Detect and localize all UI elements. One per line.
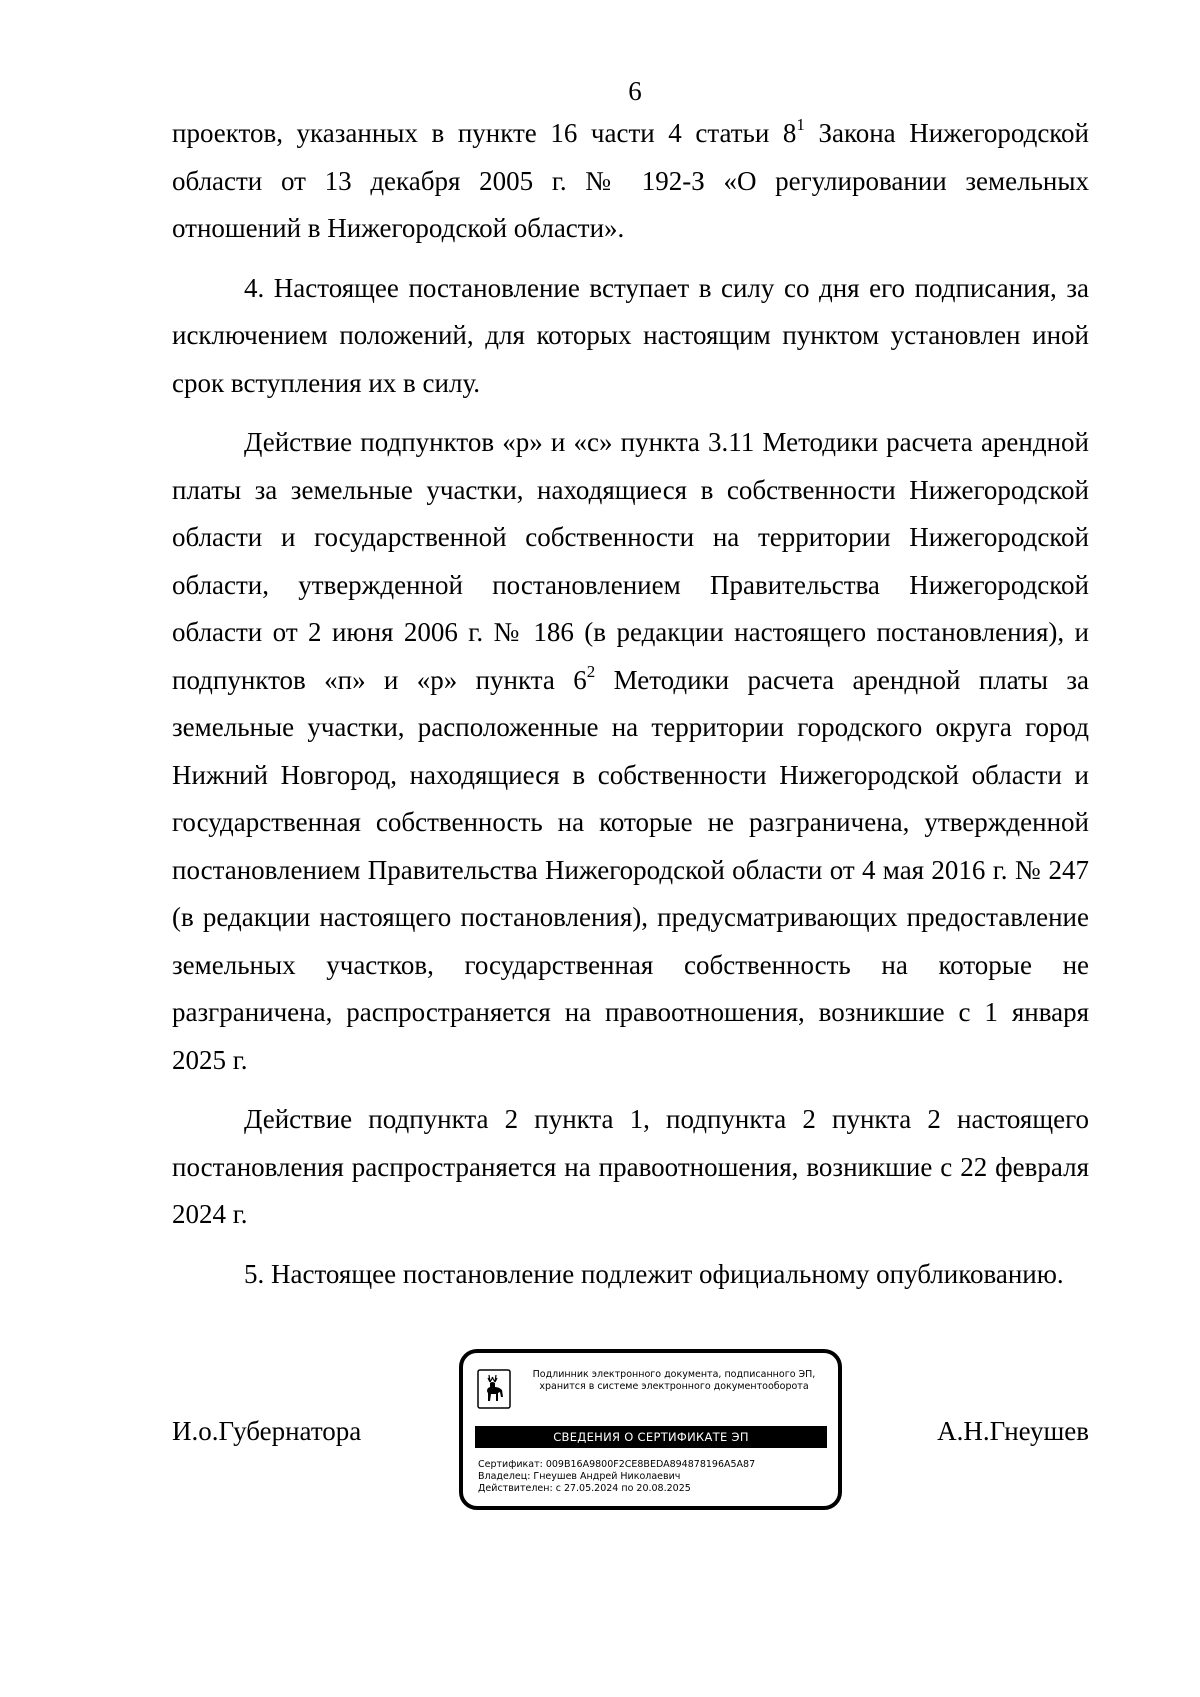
page-number: 6 xyxy=(628,76,642,106)
paragraph-3-text-a: Действие подпунктов «р» и «с» пункта 3.11 Методики расчета арендной платы за земельные участки, находящиеся в собственности Нижегородской области и государственной собственности на территории Нижегородской области, утвержденной постановлением Правительства Нижегородской области от 2 июня 2006 г. № 186 (в редакции настоящего постановления), и подпунктов «п» и «р» пункта 6 xyxy=(172,427,1089,695)
paragraph-3-text-b: Методики расчета арендной платы за земельные участки, расположенные на территории городского округа город Нижний Новгород, находящиеся в собственности Нижегородской области и государственная собственность на которые не разграничена, утвержденной постановлением Правительства Нижегородской области от 4 мая 2016 г. № 247 (в редакции настоящего постановления), предусматривающих предоставление земельных участков, государственная собственность на которые не разграничена, распространяется на правоотношения, возникшие с 1 января 2025 г. xyxy=(172,664,1089,1075)
paragraph-1-text-a: проектов, указанных в пункте 16 части 4 статьи 8 xyxy=(172,118,797,148)
stamp-header-line-2: хранится в системе электронного документооборота xyxy=(539,1381,809,1392)
paragraph-4: Действие подпункта 2 пункта 1, подпункта 2 пункта 2 настоящего постановления распространяется на правоотношения, возникшие с 22 февраля 2024 г. xyxy=(172,1104,1089,1229)
paragraph-3 xyxy=(172,419,1089,1084)
stamp-certificate-bar: СВЕДЕНИЯ О СЕРТИФИКАТЕ ЭП xyxy=(475,1426,827,1448)
paragraph-5: 5. Настоящее постановление подлежит официальному опубликованию. xyxy=(244,1258,1064,1289)
stamp-header xyxy=(515,1369,833,1393)
paragraph-2: 4. Настоящее постановление вступает в силу со дня его подписания, за исключением положений, для которых настоящим пунктом установлен иной срок вступления их в силу. xyxy=(172,272,1089,398)
stamp-owner: Владелец: Гнеушев Андрей Николаевич xyxy=(478,1471,681,1482)
paragraph-1-superscript: 1 xyxy=(796,115,805,134)
electronic-signature-stamp xyxy=(459,1349,842,1510)
stamp-validity: Действителен: с 27.05.2024 по 20.08.2025 xyxy=(478,1483,691,1494)
stamp-certificate-number: Сертификат: 009B16A9800F2CE8BEDA894878196A5A87 xyxy=(478,1459,756,1470)
signatory-name: А.Н.Гнеушев xyxy=(937,1416,1089,1446)
stamp-certificate-info xyxy=(478,1459,755,1495)
paragraph-1-text-b: Закона Нижегородской области от 13 декабря 2005 г. № 192-З «О регулировании земельных отношений в Нижегородской области». xyxy=(172,118,1089,243)
coat-of-arms-deer-icon xyxy=(477,1369,511,1409)
paragraph-1 xyxy=(172,110,1089,253)
stamp-header-line-1: Подлинник электронного документа, подписанного ЭП, xyxy=(532,1369,816,1380)
signatory-position: И.о.Губернатора xyxy=(172,1416,362,1446)
document-body xyxy=(172,110,1089,1298)
paragraph-3-superscript: 2 xyxy=(586,661,596,681)
